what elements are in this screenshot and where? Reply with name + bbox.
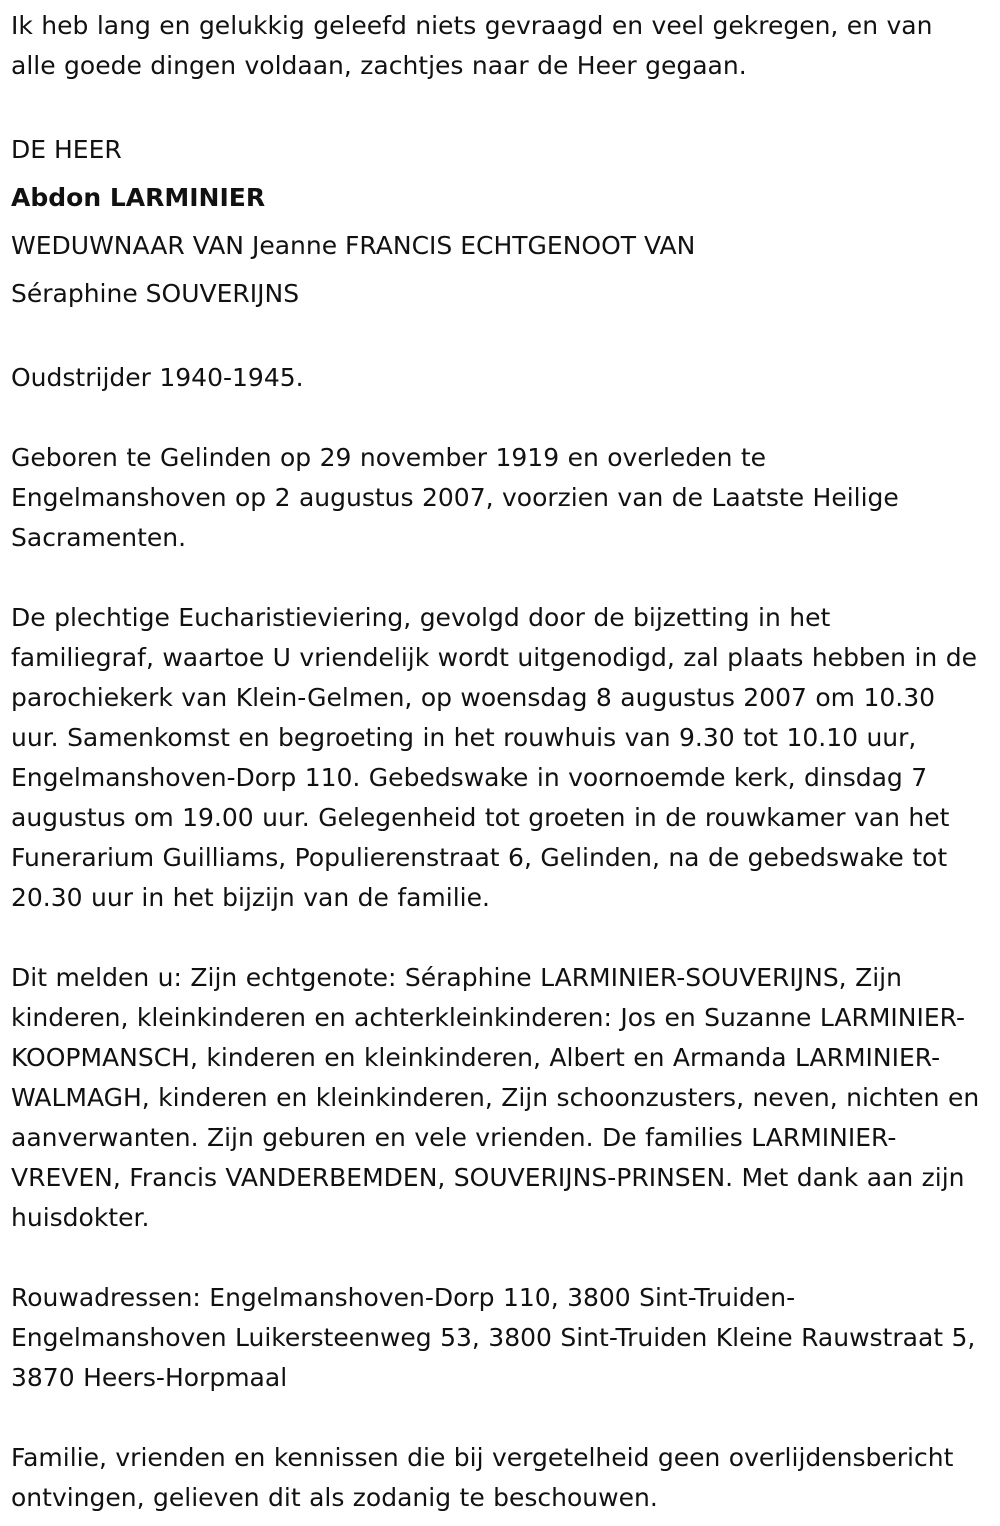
spacer	[11, 1398, 980, 1438]
veteran-note: Oudstrijder 1940-1945.	[11, 363, 304, 392]
closing-paragraph: Familie, vrienden en kennissen die bij vergetelheid geen overlijdensbericht ontvingen, gelieven dit als zodanig te beschouwen.	[11, 1443, 954, 1512]
birth-death-paragraph: Geboren te Gelinden op 29 november 1919 en overleden te Engelmanshoven op 2 augustus 2007, voorzien van de Laatste Heilige Sacramenten.	[11, 443, 899, 552]
title-prefix: DE HEER	[11, 135, 122, 164]
opening-quote: Ik heb lang en gelukkig geleefd niets gevraagd en veel gekregen, en van alle goede dingen voldaan, zachtjes naar de Heer gegaan.	[11, 11, 933, 80]
ceremony-paragraph: De plechtige Eucharistieviering, gevolgd door de bijzetting in het familiegraf, waartoe U vriendelijk wordt uitgenodigd, zal plaats hebben in de parochiekerk van Klein-Gelmen, op woensdag 8 augustus 2007 om 10.30 uur. Samenkomst en begroeting in het rouwhuis van 9.30 tot 10.10 uur, Engelmanshoven-Dorp 110. Gebedswake in voornoemde kerk, dinsdag 7 augustus om 19.00 uur. Gelegenheid tot groeten in de rouwkamer van het Funerarium Guilliams, Populierenstraat 6, Gelinden, na de gebedswake tot 20.30 uur in het bijzijn van de familie.	[11, 603, 977, 912]
deceased-name: Abdon LARMINIER	[11, 183, 266, 212]
spacer	[11, 918, 980, 958]
spacer	[11, 398, 980, 438]
spacer	[11, 318, 980, 358]
family-paragraph: Dit melden u: Zijn echtgenote: Séraphine LARMINIER-SOUVERIJNS, Zijn kinderen, kleinkinderen en achterkleinkinderen: Jos en Suzanne LARMINIER-KOOPMANSCH, kinderen en kleinkinderen, Albert en Armanda LARMINIER-WALMAGH, kinderen en kleinkinderen, Zijn schoonzusters, neven, nichten en aanverwanten. Zijn geburen en vele vrienden. De families LARMINIER-VREVEN, Francis VANDERBEMDEN, SOUVERIJNS-PRINSEN. Met dank aan zijn huisdokter.	[11, 963, 980, 1232]
spacer	[11, 558, 980, 598]
addresses-paragraph: Rouwadressen: Engelmanshoven-Dorp 110, 3800 Sint-Truiden-Engelmanshoven Luikersteenweg 53, 3800 Sint-Truiden Kleine Rauwstraat 5, 3870 Heers-Horpmaal	[11, 1283, 976, 1392]
relation-line-2: Séraphine SOUVERIJNS	[11, 279, 300, 308]
relation-line-1: WEDUWNAAR VAN Jeanne FRANCIS ECHTGENOOT VAN	[11, 231, 696, 260]
spacer	[11, 86, 980, 126]
spacer	[11, 1238, 980, 1278]
